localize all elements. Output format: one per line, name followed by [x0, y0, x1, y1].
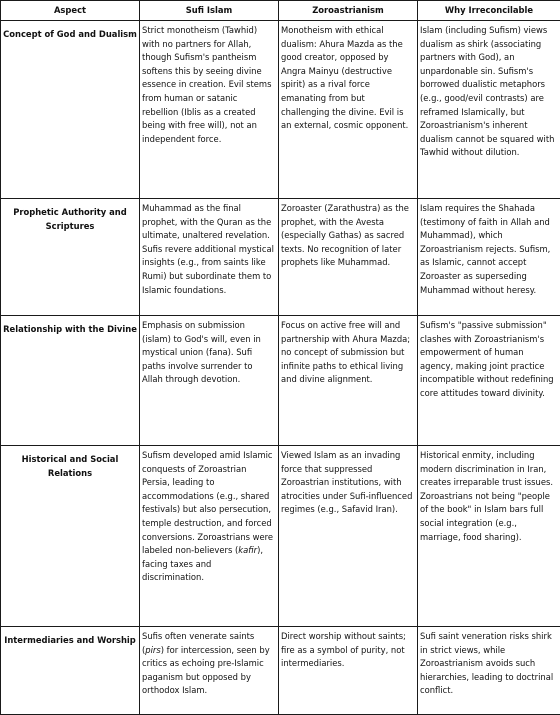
table-row: [1, 446, 560, 627]
sufi-cell: [140, 446, 279, 627]
sufi-italic-term: pirs: [145, 645, 160, 655]
header-aspect: Aspect: [1, 1, 140, 21]
zoroastrian-cell: Monotheism with ethical dualism: Ahura Mazda as the good creator, opposed by Angra Mainyu (destructive spirit) as a rival force emanating from but challenging the divine. Evil is an external, cosmic opponent.: [279, 21, 418, 199]
irreconcilable-cell: Historical enmity, including modern discrimination in Iran, creates irreparable trust issues. Zoroastrians not being "people of the book" in Islam bars full social integration (e.g., marriage, food sharing).: [418, 446, 560, 627]
sufi-text-part: ) for intercession, seen by critics as echoing pre-Islamic paganism but opposed by orthodox Islam.: [142, 645, 270, 696]
header-zoroastrianism: Zoroastrianism: [279, 1, 418, 21]
sufi-text-part: Sufis often venerate saints (: [142, 631, 254, 655]
sufi-text-part: ), facing taxes and discrimination.: [142, 545, 263, 582]
sufi-cell: [140, 627, 279, 715]
aspect-cell: Historical and Social Relations: [1, 446, 140, 627]
sufi-cell: Emphasis on submission (islam) to God's will, even in mystical union (fana). Sufi paths involve surrender to Allah through devotion.: [140, 316, 279, 446]
table-row: [1, 316, 560, 446]
aspect-cell: Relationship with the Divine: [1, 316, 140, 446]
irreconcilable-cell: Islam requires the Shahada (testimony of faith in Allah and Muhammad), which Zoroastrianism rejects. Sufism, as Islamic, cannot accept Zoroaster as superseding Muhammad without heresy.: [418, 199, 560, 316]
table-row: [1, 199, 560, 316]
sufi-italic-term: kafir: [238, 545, 257, 555]
irreconcilable-cell: Sufi saint veneration risks shirk in strict views, while Zoroastrianism avoids such hierarchies, leading to doctrinal conflict.: [418, 627, 560, 715]
zoroastrian-cell: Viewed Islam as an invading force that suppressed Zoroastrian institutions, with atrocities under Sufi-influenced regimes (e.g., Safavid Iran).: [279, 446, 418, 627]
aspect-cell: Concept of God and Dualism: [1, 21, 140, 199]
sufi-cell: Strict monotheism (Tawhid) with no partners for Allah, though Sufism's pantheism softens this by seeing divine essence in creation. Evil stems from human or satanic rebellion (Iblis as a created being with free will), not an independent force.: [140, 21, 279, 199]
table-row: [1, 21, 560, 199]
irreconcilable-cell: Sufism's "passive submission" clashes with Zoroastrianism's empowerment of human agency, making joint practice incompatible without redefining core attitudes toward divinity.: [418, 316, 560, 446]
zoroastrian-cell: Focus on active free will and partnership with Ahura Mazda; no concept of submission but infinite paths to ethical living and divine alignment.: [279, 316, 418, 446]
zoroastrian-cell: Direct worship without saints; fire as a symbol of purity, not intermediaries.: [279, 627, 418, 715]
header-why-irreconcilable: Why Irreconcilable: [418, 1, 560, 21]
table-row: [1, 627, 560, 715]
sufi-text-part: Sufism developed amid Islamic conquests of Zoroastrian Persia, leading to accommodations (e.g., shared festivals) but also persecution, temple destruction, and forced conversions. Zoroastrians were labeled non-believers (: [142, 450, 273, 555]
aspect-cell: Prophetic Authority and Scriptures: [1, 199, 140, 316]
header-row: [1, 1, 560, 21]
sufi-cell: Muhammad as the final prophet, with the Quran as the ultimate, unaltered revelation. Sufis revere additional mystical insights (e.g., from saints like Rumi) but subordinate them to Islamic foundations.: [140, 199, 279, 316]
header-sufi-islam: Sufi Islam: [140, 1, 279, 21]
zoroastrian-cell: Zoroaster (Zarathustra) as the prophet, with the Avesta (especially Gathas) as sacred texts. No recognition of later prophets like Muhammad.: [279, 199, 418, 316]
irreconcilable-cell: Islam (including Sufism) views dualism as shirk (associating partners with God), an unpardonable sin. Sufism's borrowed dualistic metaphors (e.g., good/evil contrasts) are reframed Islamically, but Zoroastrianism's inherent dualism cannot be squared with Tawhid without dilution.: [418, 21, 560, 199]
aspect-cell: Intermediaries and Worship: [1, 627, 140, 715]
